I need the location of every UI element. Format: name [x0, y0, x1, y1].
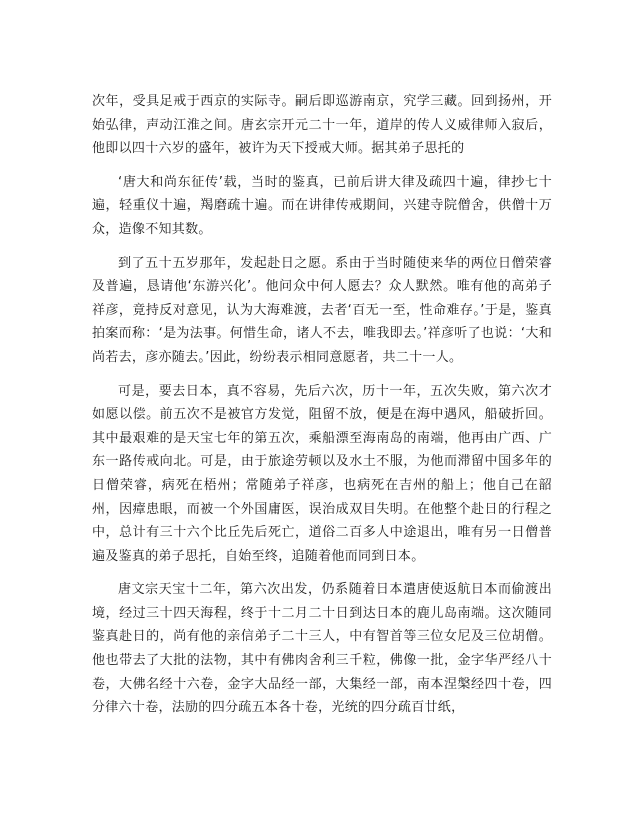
paragraph-3: 到了五十五岁那年，发起赴日之愿。系由于当时随使来华的两位日僧荣睿及普遍，恳请他‘东游兴化’。他问众中何人愿去？众人默然。唯有他的高弟子祥彦，竟持反对意见，认为大海难渡，去者‘百无一至，性命难存。’于是，鉴真拍案而称：‘是为法事。何惜生命，诸人不去，唯我即去。’祥彦听了也说：‘大和尚若去，彦亦随去。’因此，纷纷表示相同意愿者，共二十一人。: [92, 255, 552, 365]
paragraph-4: 可是，要去日本，真不容易，先后六次，历十一年，五次失败，第六次才如愿以偿。前五次不是被官方发觉，阻留不放，便是在海中遇风，船破折回。其中最艰难的是天宝七年的第五次，乘船漂至海南岛的南端，他再由广西、广东一路传戒向北。可是，由于旅途劳顿以及水土不服，为他而滞留中国多年的日僧荣睿，病死在梧州；常随弟子祥彦，也病死在吉州的船上；他自己在韶州，因瘴患眼，而被一个外国庸医，误治成双目失明。在他整个赴日的行程之中，总计有三十六个比丘先后死亡，道俗二百多人中途退出，唯有另一日僧普遍及鉴真的弟子思托，自始至终，追随着他而同到日本。: [92, 383, 552, 564]
document-page: [92, 90, 552, 720]
paragraph-5: 唐文宗天宝十二年，第六次出发，仍系随着日本遣唐使返航日本而偷渡出境，经过三十四天海程，终于十二月二十日到达日本的鹿儿岛南端。这次随同鉴真赴日的，尚有他的亲信弟子二十三人，中有智首等三位女尼及三位胡僧。他也带去了大批的法物，其中有佛肉舍利三千粒，佛像一批，金字华严经八十卷，大佛名经十六卷，金字大品经一部，大集经一部，南本涅槃经四十卷，四分律六十卷，法励的四分疏五本各十卷，光统的四分疏百廿纸，: [92, 582, 552, 716]
paragraph-2: ‘唐大和尚东征传’载，当时的鉴真，已前后讲大律及疏四十遍，律抄七十遍，轻重仪十遍，羯磨疏十遍。而在讲律传戒期间，兴建寺院僧舍，供僧十万众，造像不知其数。: [92, 174, 552, 237]
paragraph-1: 次年，受具足戒于西京的实际寺。嗣后即巡游南京，究学三藏。回到扬州，开始弘律，声动江淮之间。唐玄宗开元二十一年，道岸的传人义威律师入寂后，他即以四十六岁的盛年，被许为天下授戒大师。据其弟子思托的: [92, 94, 552, 157]
